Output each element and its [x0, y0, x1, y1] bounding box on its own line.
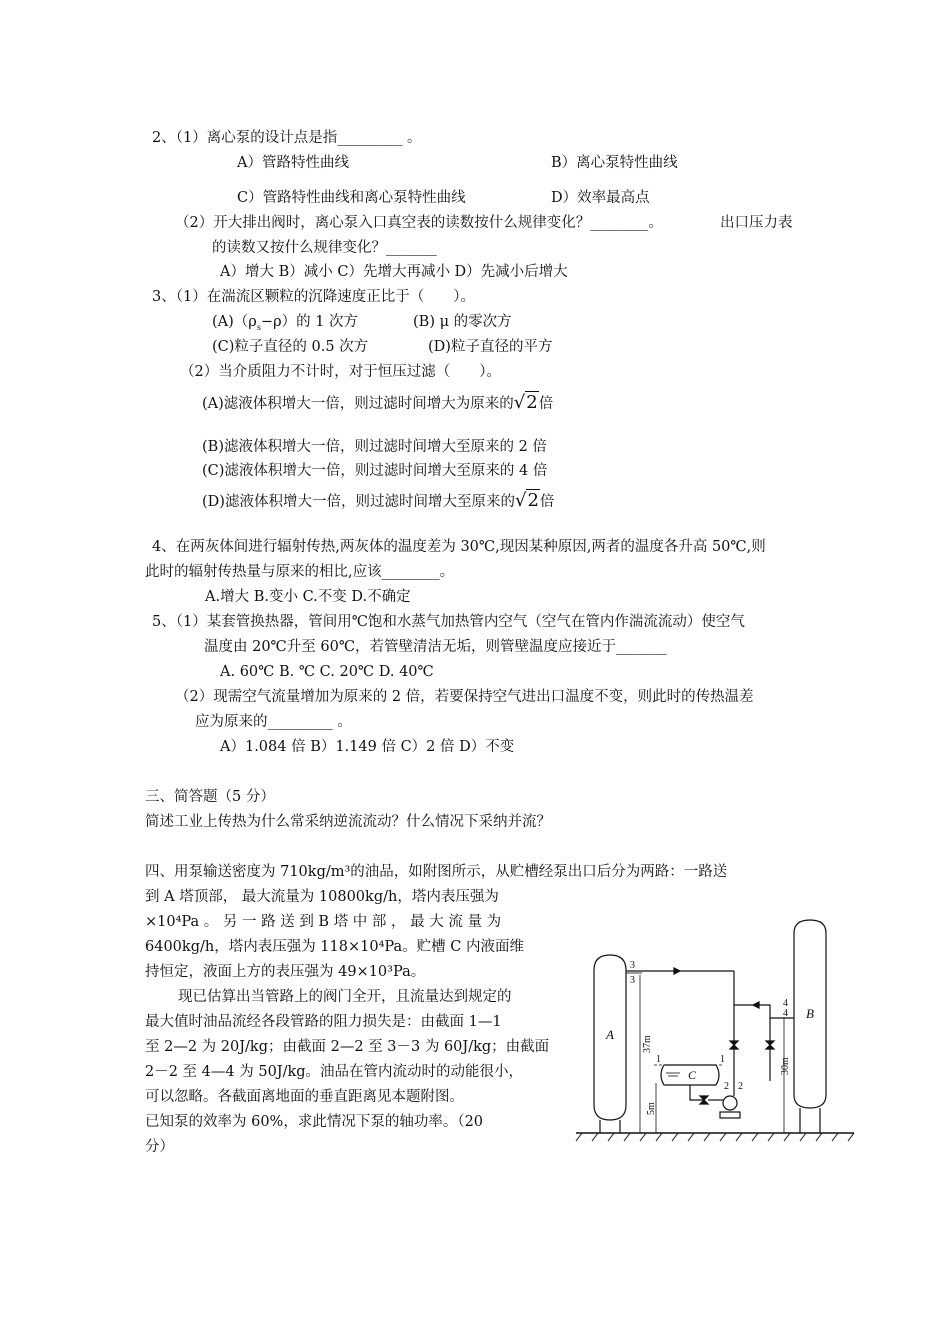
- valve-icon: [766, 1041, 774, 1049]
- section4-line10: 可以忽略。各截面离地面的垂直距离见本题附图。: [145, 1089, 464, 1105]
- q5-line1: 5、（1）某套管换热器，管间用℃饱和水蒸气加热管内空气（空气在管内作湍流流动）使空气: [152, 614, 745, 630]
- q3-part2-option-c: (C)滤液体积增大一倍，则过滤时间增大至原来的 4 倍: [202, 463, 548, 479]
- section-3-label: 3: [630, 960, 635, 971]
- q3-option-d: (D)粒子直径的平方: [428, 339, 553, 355]
- tower-b-label: B: [806, 1006, 814, 1021]
- q3-option-a: $(A)(\rho_s-\rho)$的 1 次方: [212, 314, 359, 332]
- tower-a-legs: [600, 1120, 620, 1133]
- pump-system-figure: [570, 915, 860, 1160]
- sqrt-symbol: √2: [513, 392, 538, 413]
- section4-line5: 持恒定，液面上方的表压强为 49×10³Pa。: [145, 964, 426, 980]
- pump-base: [720, 1112, 740, 1118]
- section3-question: 简述工业上传热为什么常采纳逆流流动？什么情况下采纳并流？: [145, 814, 551, 830]
- section4-line6: 现已估算出当管路上的阀门全开，且流量达到规定的: [178, 989, 512, 1005]
- q2-option-b: B）离心泵特性曲线: [551, 155, 678, 171]
- section4-line11: 已知泵的效率为 60%，求此情况下泵的轴功率。（20: [145, 1114, 484, 1130]
- q3-part2-option-d: (D)滤液体积增大一倍，则过滤时间增大至原来的√2倍: [202, 490, 555, 511]
- section4-line12: 分）: [145, 1139, 174, 1155]
- section-2-label: 2: [738, 1081, 743, 1092]
- tower-a-label: A: [606, 1027, 614, 1042]
- q4-options: A.增大 B.变小 C.不变 D.不确定: [205, 589, 411, 605]
- q3-part2: （2）当介质阻力不计时，对于恒压过滤（ ）。: [180, 364, 501, 380]
- q2-option-d: D）效率最高点: [551, 190, 650, 206]
- section-2-label: 2: [724, 1081, 729, 1092]
- flow-arrow-icon: [674, 968, 680, 974]
- q3-option-c: (C)粒子直径的 0.5 次方: [212, 339, 369, 355]
- q4-line1: 4、在两灰体间进行辐射传热,两灰体的温度差为 30℃,现因某种原因,两者的温度各升高 50℃,则: [152, 539, 766, 555]
- section-3-label: 3: [630, 975, 635, 986]
- section-1-label: 1: [656, 1054, 661, 1065]
- q3-part2-option-b: (B)滤液体积增大一倍，则过滤时间增大至原来的 2 倍: [202, 439, 547, 455]
- q5-line2: 温度由 20℃升至 60℃，若管壁清洁无垢，则管壁温度应接近于_______: [204, 639, 667, 655]
- q2-part2-options: A）增大 B）减小 C）先增大再减小 D）先减小后增大: [220, 264, 568, 280]
- q2-part2-line2: 的读数又按什么规律变化？_______: [212, 240, 437, 256]
- dim-37m-label: 37m: [642, 1035, 653, 1053]
- ground-hatch: [576, 1133, 854, 1141]
- section4-line9: 2－2 至 4—4 为 50J/kg。油品在管内流动时的动能很小，: [145, 1064, 524, 1080]
- q3-part1: 3、（1）在湍流区颗粒的沉降速度正比于（ ）。: [152, 289, 475, 305]
- q2-option-a: A）管路特性曲线: [237, 155, 349, 171]
- dim-5m-label: 5m: [646, 1102, 657, 1115]
- q2-option-c: C）管路特性曲线和离心泵特性曲线: [237, 190, 466, 206]
- section4-line8: 至 2—2 为 20J/kg；由截面 2—2 至 3－3 为 60J/kg；由截面: [145, 1039, 550, 1055]
- pump-icon: [723, 1096, 737, 1110]
- section4-line4: 6400kg/h，塔内表压强为 118×10⁴Pa。贮槽 C 内液面维: [145, 939, 524, 955]
- q4-line2: 此时的辐射传热量与原来的相比,应该________。: [145, 564, 455, 580]
- q2-part1: 2、（1）离心泵的设计点是指_________ 。: [152, 130, 422, 146]
- dim-30m-label: 30m: [780, 1057, 791, 1075]
- q3-option-b: (B) μ 的零次方: [413, 314, 512, 330]
- q2-part2-line1: （2）开大排出阀时，离心泵入口真空表的读数按什么规律变化？________。: [175, 215, 663, 231]
- section4-line2: 到 A 塔顶部， 最大流量为 10800kg/h，塔内表压强为: [145, 889, 499, 905]
- q5-part2-line1: （2）现需空气流量增加为原来的 2 倍，若要保持空气进出口温度不变，则此时的传热温差: [175, 689, 754, 705]
- q5-part2-line2: 应为原来的_________ 。: [195, 714, 352, 730]
- sqrt-symbol: √2: [514, 490, 539, 511]
- section4-line7: 最大值时油品流经各段管路的阻力损失是：由截面 1—1: [145, 1014, 502, 1030]
- section4-line1: 四、用泵输送密度为 710kg/m³的油品，如附图所示，从贮槽经泵出口后分为两路：一路送: [145, 864, 728, 880]
- q3-part2-option-a: (A)滤液体积增大一倍，则过滤时间增大为原来的√2倍: [202, 392, 554, 413]
- tower-b-legs: [800, 1108, 820, 1133]
- section-1-label: 1: [720, 1054, 725, 1065]
- q5-part2-options: A）1.084 倍 B）1.149 倍 C）2 倍 D）不变: [220, 739, 515, 755]
- section-4-label: 4: [783, 1008, 788, 1019]
- section3-heading: 三、简答题（5 分）: [145, 789, 275, 805]
- q2-part2-line1-tail: 出口压力表: [720, 215, 793, 231]
- tank-c-label: C: [688, 1068, 697, 1082]
- section4-line3: ×10⁴Pa 。 另 一 路 送 到 B 塔 中 部 ， 最 大 流 量 为: [145, 914, 502, 930]
- q5-options: A. 60℃ B. ℃ C. 20℃ D. 40℃: [220, 664, 434, 680]
- valve-icon: [730, 1041, 738, 1049]
- flow-arrow-icon: [753, 1002, 759, 1008]
- section-4-label: 4: [783, 998, 788, 1009]
